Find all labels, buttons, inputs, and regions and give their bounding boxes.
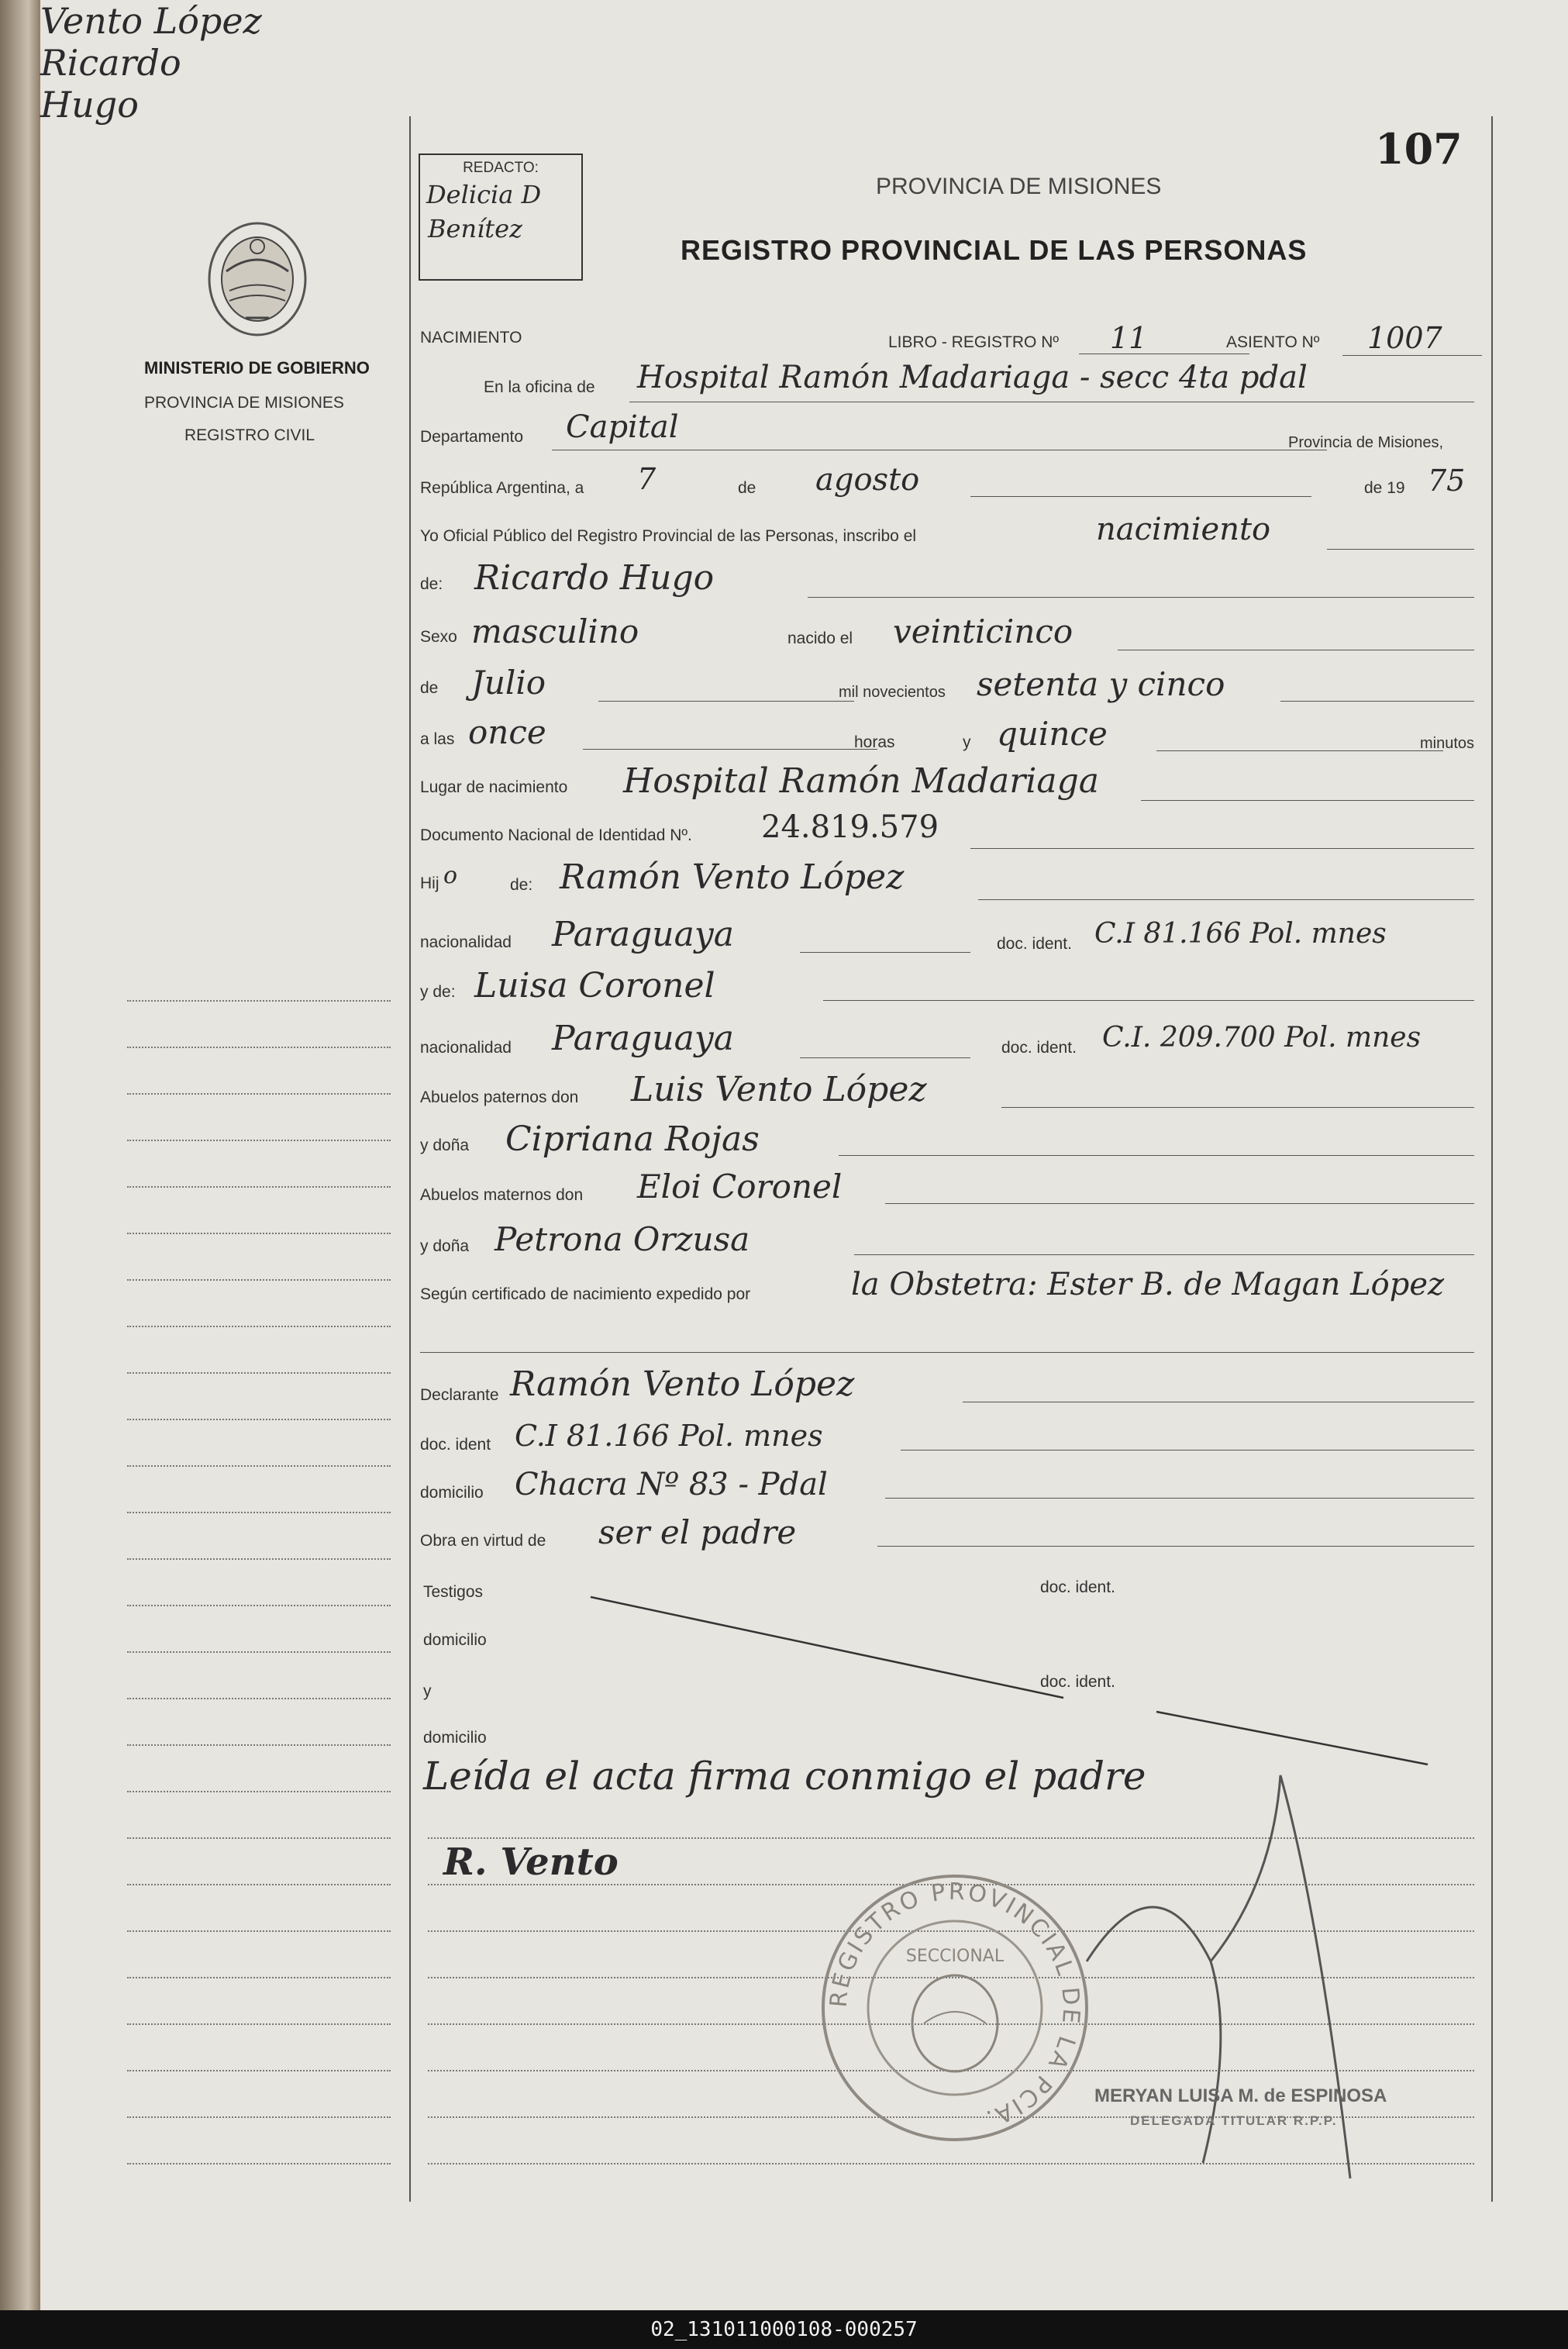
ministry-line2: PROVINCIA DE MISIONES — [144, 394, 344, 412]
doc-madre: C.I. 209.700 Pol. mnes — [1102, 1022, 1422, 1054]
y-label: y — [963, 733, 971, 751]
ministry-line3: REGISTRO CIVIL — [184, 426, 315, 444]
provincia-label: Provincia de Misiones, — [1288, 434, 1444, 451]
redacto-name-1: Delicia D — [426, 180, 542, 209]
officer-title: DELEGADA TITULAR R.P.P. — [1130, 2113, 1338, 2128]
oficina-label: En la oficina de — [484, 378, 595, 396]
registry-page — [40, 0, 1568, 2310]
domicilio-label: domicilio — [420, 1484, 484, 1502]
ab-pat-dona: Cipriana Rojas — [505, 1119, 760, 1159]
file-caption: 02_131011000108-000257 — [0, 2310, 1568, 2349]
hijo-suffix: o — [443, 862, 458, 889]
nacido-label: nacido el — [787, 630, 853, 647]
republica-label: República Argentina, a — [420, 479, 584, 497]
page-number: 107 — [1375, 124, 1463, 174]
doc-ident-label-5: doc. ident. — [1040, 1673, 1115, 1691]
registry-seal-stamp — [815, 1868, 1094, 2147]
oficial-label: Yo Oficial Público del Registro Provincial de las Personas, inscribo el — [420, 527, 917, 545]
nacido-value: veinticinco — [893, 612, 1073, 650]
mes-nac: Julio — [471, 664, 546, 702]
minutos-value: quince — [997, 715, 1108, 753]
ab-paternos-label: Abuelos paternos don — [420, 1088, 579, 1106]
nota-value: Leída el acta firma conmigo el padre — [423, 1754, 1146, 1799]
asiento-label: ASIENTO Nº — [1226, 333, 1320, 351]
yde-label: y de: — [420, 983, 456, 1001]
redacto-box — [419, 153, 583, 281]
de2-label: de: — [420, 575, 443, 593]
mil-label: mil novecientos — [839, 684, 946, 701]
dni-label: Documento Nacional de Identidad Nº. — [420, 826, 692, 844]
margin-rule — [409, 116, 411, 2202]
margin-surname: Vento López — [40, 0, 262, 42]
anio-nac: setenta y cinco — [977, 665, 1225, 703]
sexo-label: Sexo — [420, 628, 457, 646]
nac-madre: Paraguaya — [552, 1019, 734, 1058]
certificado-label: Según certificado de nacimiento expedido por — [420, 1285, 751, 1303]
obra-value: ser el padre — [598, 1513, 797, 1551]
asiento-value: 1007 — [1367, 321, 1442, 355]
right-rule — [1491, 116, 1493, 2202]
margin-firstname: Ricardo — [40, 42, 181, 84]
header-title: REGISTRO PROVINCIAL DE LAS PERSONAS — [681, 234, 1308, 266]
certificado-value: la Obstetra: Ester B. de Magan López — [851, 1267, 1445, 1302]
fecha-dia: 7 — [637, 462, 656, 496]
domicilio-label-2: domicilio — [423, 1631, 487, 1649]
ministry-line1: MINISTERIO DE GOBIERNO — [144, 358, 370, 378]
hijo-de-label: de: — [510, 876, 533, 894]
doc-ident-label-3: doc. ident — [420, 1436, 491, 1454]
testigos-strike-lines — [505, 1582, 1435, 1768]
hijo-label: Hij — [420, 874, 439, 892]
anio-label: de 19 — [1364, 479, 1405, 497]
seal-ring-text: REGISTRO PROVINCIAL DE LA PCIA. — [825, 1878, 1085, 2133]
sexo-value: masculino — [471, 612, 639, 650]
fecha-mes: agosto — [815, 462, 920, 498]
redacto-name-2: Benítez — [428, 214, 522, 243]
a-las-label: a las — [420, 730, 455, 748]
padre-value: Ramón Vento López — [560, 857, 905, 897]
inscribo-value: nacimiento — [1096, 512, 1271, 547]
declarante-doc: C.I 81.166 Pol. mnes — [515, 1419, 823, 1453]
y-dona-label-2: y doña — [420, 1237, 470, 1255]
de-label: de — [738, 479, 756, 497]
horas-label: horas — [854, 733, 895, 751]
nac-padre: Paraguaya — [552, 915, 734, 954]
ab-maternos-label: Abuelos maternos don — [420, 1186, 584, 1204]
doc-ident-label-4: doc. ident. — [1040, 1578, 1115, 1596]
header-province: PROVINCIA DE MISIONES — [876, 174, 1162, 199]
seal-inner-text: SECCIONAL — [905, 1947, 1005, 1966]
ab-mat-don: Eloi Coronel — [637, 1168, 843, 1206]
nombre-value: Ricardo Hugo — [474, 558, 715, 598]
doc-ident-label-1: doc. ident. — [997, 935, 1072, 953]
madre-value: Luisa Coronel — [474, 966, 715, 1005]
libro-value: 11 — [1110, 321, 1148, 355]
doc-padre: C.I 81.166 Pol. mnes — [1094, 918, 1387, 950]
ab-pat-don: Luis Vento López — [631, 1070, 927, 1109]
declarante-label: Declarante — [420, 1386, 499, 1404]
libro-label: LIBRO - REGISTRO Nº — [888, 333, 1060, 351]
lugar-label: Lugar de nacimiento — [420, 778, 568, 796]
margin-middlename: Hugo — [40, 84, 139, 126]
lugar-value: Hospital Ramón Madariaga — [623, 761, 1099, 801]
ab-mat-dona: Petrona Orzusa — [495, 1220, 750, 1258]
testigos-label: Testigos — [423, 1583, 484, 1601]
minutos-label: minutos — [1420, 735, 1475, 752]
act-type-label: NACIMIENTO — [420, 329, 522, 347]
domicilio-label-3: domicilio — [423, 1729, 487, 1747]
y-label-2: y — [423, 1682, 432, 1700]
departamento-label: Departamento — [420, 428, 524, 446]
horas-value: once — [468, 713, 546, 751]
officer-name: MERYAN LUISA M. de ESPINOSA — [1094, 2085, 1387, 2106]
declarante-value: Ramón Vento López — [510, 1364, 855, 1404]
declarante-signature: R. Vento — [443, 1840, 619, 1884]
de3-label: de — [420, 679, 439, 697]
fecha-anio: 75 — [1428, 464, 1466, 498]
ministry-coat-of-arms — [203, 217, 312, 341]
oficina-value: Hospital Ramón Madariaga - secc 4ta pdal — [637, 360, 1308, 395]
nac-label-1: nacionalidad — [420, 933, 512, 951]
dni-value: 24.819.579 — [761, 809, 939, 845]
nac-label-2: nacionalidad — [420, 1039, 512, 1057]
domicilio-value: Chacra Nº 83 - Pdal — [515, 1467, 828, 1502]
obra-label: Obra en virtud de — [420, 1532, 546, 1550]
redacto-label: REDACTO: — [463, 160, 539, 176]
y-dona-label-1: y doña — [420, 1137, 470, 1154]
left-page-edge — [0, 0, 40, 2310]
doc-ident-label-2: doc. ident. — [1001, 1039, 1077, 1057]
departamento-value: Capital — [566, 409, 679, 445]
